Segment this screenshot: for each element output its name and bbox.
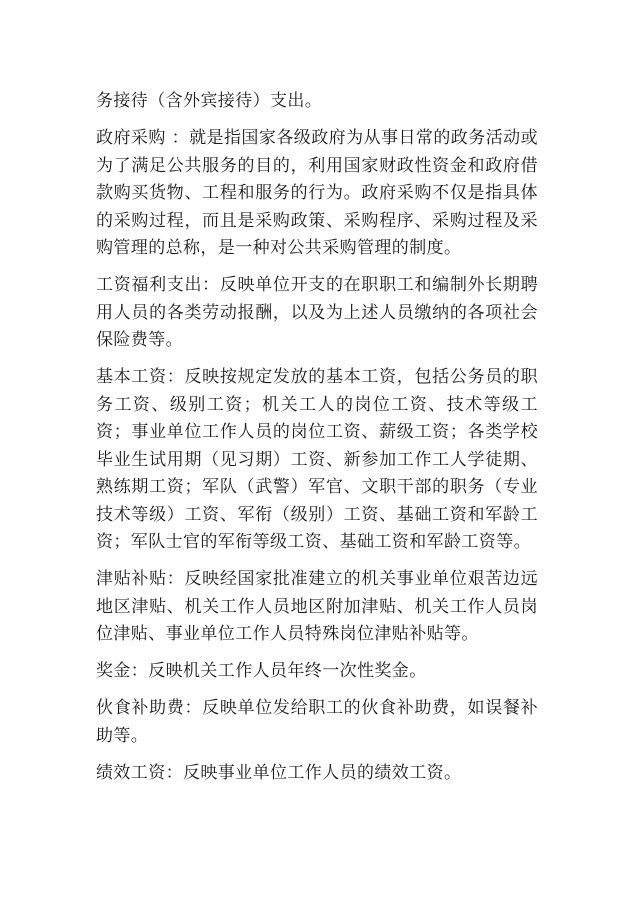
- paragraph-wages-welfare: 工资福利支出：反映单位开支的在职职工和编制外长期聘用人员的各类劳动报酬，以及为上述人员缴纳的各项社会保险费等。: [96, 275, 538, 350]
- paragraph-government-procurement: 政府采购 ：就是指国家各级政府为从事日常的政务活动或为了满足公共服务的目的，利用国家财政性资金和政府借款购买货物、工程和服务的行为。政府采购不仅是指具体的采购过程，而且是采购政策、采购程序、采购过程及采购管理的总称，是一种对公共采购管理的制度。: [96, 128, 538, 258]
- paragraph-bonus: 奖金：反映机关工作人员年终一次性奖金。: [96, 661, 427, 681]
- paragraph-reception-expenses: 务接待（含外宾接待）支出。: [96, 91, 323, 111]
- paragraph-allowances: 津贴补贴：反映经国家批准建立的机关事业单位艰苦边远地区津贴、机关工作人员地区附加津贴、机关工作人员岗位津贴、事业单位工作人员特殊岗位津贴补贴等。: [96, 569, 538, 644]
- paragraph-performance-pay: 绩效工资：反映事业单位工作人员的绩效工资。: [96, 762, 462, 783]
- paragraph-basic-wages: 基本工资：反映按规定发放的基本工资，包括公务员的职务工资、级别工资；机关工人的岗位工资、技术等级工资；事业单位工作人员的岗位工资、薪级工资；各类学校毕业生试用期（见习期）工资、新参加工作工人学徒期、熟练期工资；军队（武警）军官、文职干部的职务（专业技术等级）工资、军衔（级别）工资、基础工资和军龄工资；军队士官的军衔等级工资、基础工资和军龄工资等。: [96, 367, 538, 552]
- paragraph-meal-subsidy: 伙食补助费：反映单位发给职工的伙食补助费，如误餐补助等。: [96, 698, 538, 746]
- document-body: [96, 88, 538, 797]
